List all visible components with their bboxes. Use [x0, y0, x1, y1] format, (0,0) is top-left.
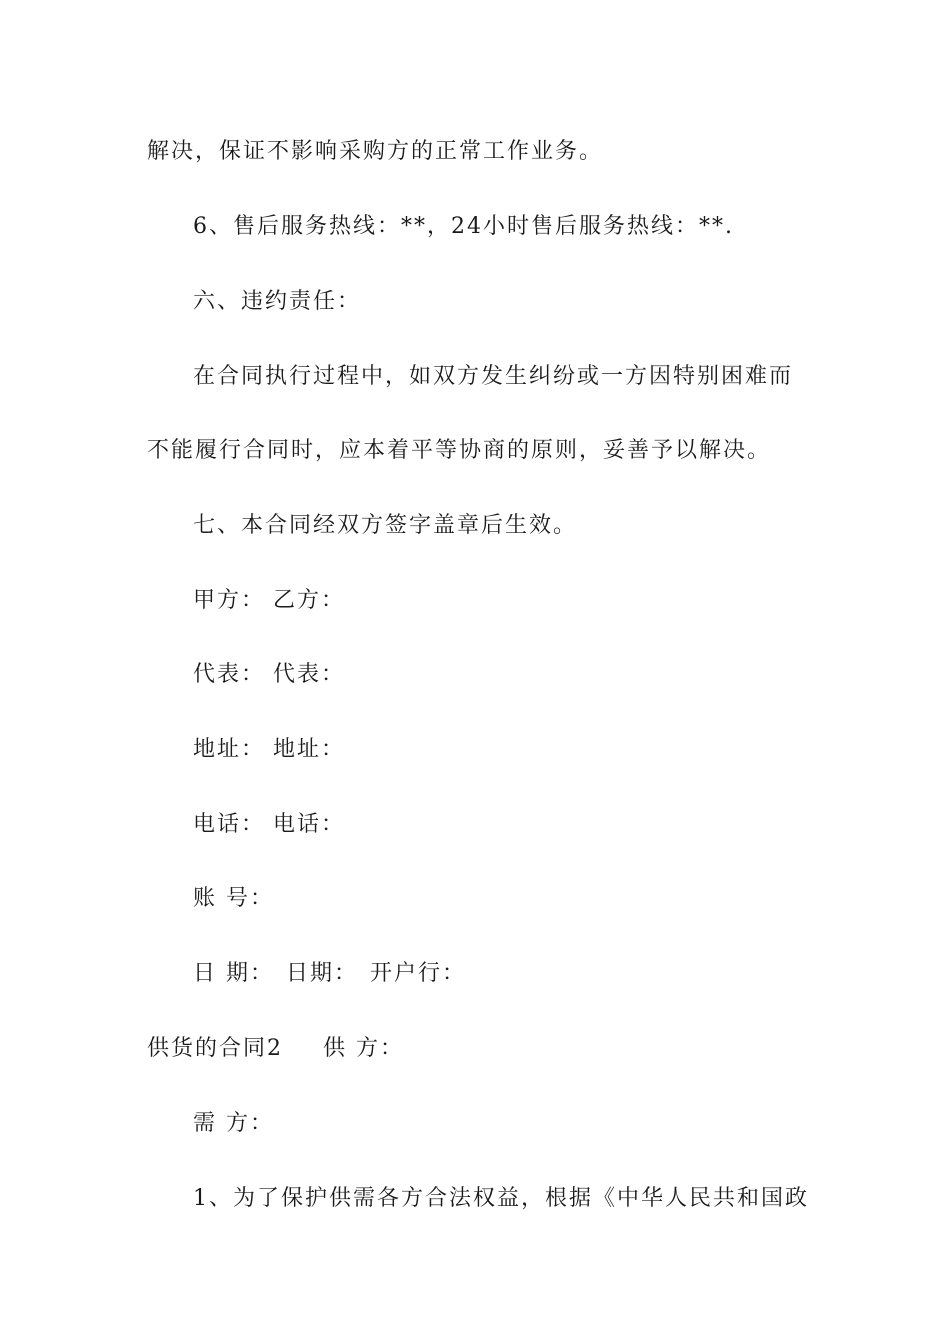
bank-label: 开户行： — [370, 961, 467, 986]
phone-b-label: 电话： — [273, 812, 346, 837]
rep-a-label: 代表： — [193, 662, 266, 687]
section-heading: 六、违约责任： — [193, 289, 362, 314]
party-a-label: 甲方： — [193, 588, 266, 613]
account-label: 账 号： — [193, 886, 274, 911]
date-b-label: 日期： — [286, 961, 359, 986]
signature-row-date — [193, 960, 466, 988]
paragraph-line: 解决，保证不影响采购方的正常工作业务。 — [147, 139, 604, 164]
signature-row-address — [193, 736, 345, 764]
signature-row-phone — [193, 811, 345, 839]
party-b-label: 乙方： — [273, 588, 346, 613]
address-b-label: 地址： — [273, 737, 346, 762]
contract2-title-row — [147, 1035, 404, 1063]
rep-b-label: 代表： — [273, 662, 346, 687]
phone-a-label: 电话： — [193, 812, 266, 837]
date-a-label: 日 期： — [193, 961, 274, 986]
signature-row-party — [193, 587, 345, 615]
paragraph-line: 在合同执行过程中，如双方发生纠纷或一方因特别困难而 — [193, 364, 794, 389]
section-heading: 七、本合同经双方签字盖章后生效。 — [193, 513, 578, 538]
buyer-row: 需 方： — [193, 1111, 274, 1136]
clause-line: 1、为了保护供需各方合法权益，根据《中华人民共和国政 — [193, 1186, 809, 1211]
contract2-title: 供货的合同2 — [147, 1036, 283, 1061]
supplier-label: 供 方： — [323, 1036, 404, 1061]
paragraph-line: 不能履行合同时，应本着平等协商的原则，妥善予以解决。 — [147, 438, 772, 463]
signature-row-account — [193, 885, 274, 913]
address-a-label: 地址： — [193, 737, 266, 762]
signature-row-rep — [193, 661, 345, 689]
paragraph-line: 6、售后服务热线：**，24小时售后服务热线：**. — [193, 214, 734, 239]
